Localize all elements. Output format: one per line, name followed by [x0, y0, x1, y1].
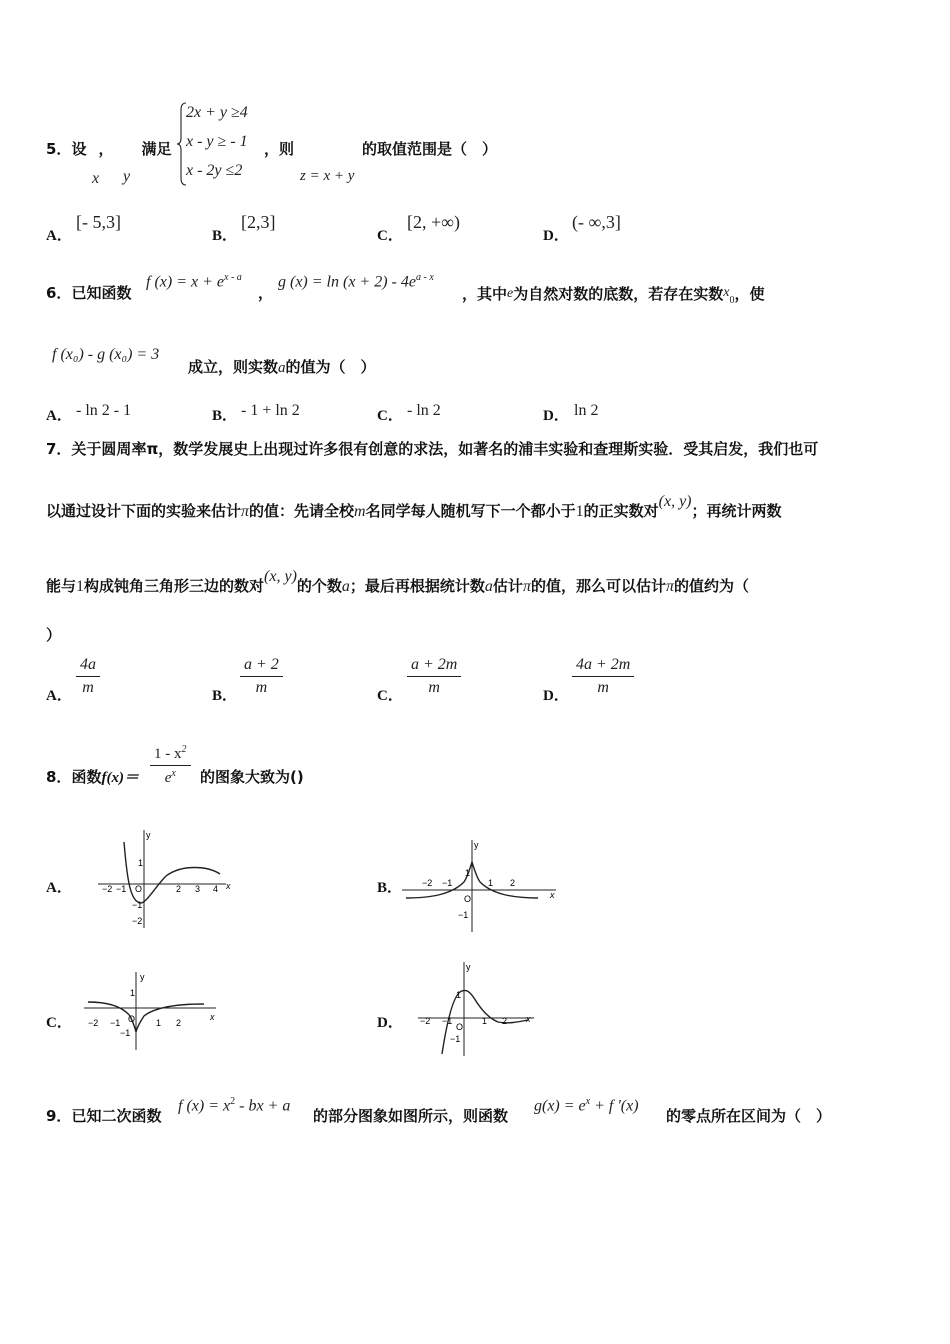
- q8-d-x-label: x: [526, 1014, 531, 1024]
- q7-line-3: 能与1构成钝角三角形三边的数对(x, y)的个数a；最后再根据统计数a估计π的值，那么可以估计π的值约为（: [46, 568, 749, 595]
- q8-f-label: f(x)＝: [101, 770, 139, 786]
- q8-a-ytick-3: −2: [132, 916, 143, 926]
- q7-line-1: 7．关于圆周率π，数学发展史上出现过许多很有创意的求法，如著名的浦丰实验和查理斯实验．受其启发，我们也可: [46, 440, 819, 458]
- q8-option-d-label: D．: [377, 1015, 403, 1031]
- q8-number: 8．: [46, 768, 72, 786]
- q8-d-origin: O: [456, 1022, 464, 1032]
- q8-c-ytick-1: 1: [130, 988, 136, 998]
- q6-text-known: 已知函数: [71, 284, 132, 302]
- q7-option-b-label: B．: [212, 688, 238, 704]
- q5-option-a-label: A．: [46, 228, 72, 244]
- q7-line-2: 以通过设计下面的实验来估计π的值：先请全校m名同学每人随机写下一个都小于1的正实数对(x, y)；再统计两数: [46, 493, 782, 520]
- q8-d-ytick-2: −1: [450, 1034, 461, 1044]
- q9-g-definition: $g(x) = e^x + f$ '(x): [534, 1096, 639, 1115]
- q7-option-d-fraction: $\frac{4a + 2m}{m}$: [572, 656, 634, 697]
- q7-option-c-label: C．: [377, 688, 403, 704]
- q8-graph-c: [84, 970, 224, 1054]
- q7-line-4: ）: [46, 626, 62, 644]
- q5-var-x: x: [92, 170, 100, 187]
- q6-option-b-label: B．: [212, 408, 238, 424]
- q5-text-satisfy: 满足: [141, 140, 172, 158]
- q8-c-xtick-1: −2: [88, 1018, 99, 1028]
- q5-option-b-value: [2,3]: [241, 212, 276, 232]
- q7-option-d-label: D．: [543, 688, 569, 704]
- q8-c-y-label: y: [140, 972, 145, 982]
- q7-option-c-fraction: $\frac{a + 2m}{m}$: [407, 656, 461, 697]
- q5-option-a-value: [- 5,3]: [76, 212, 121, 232]
- q6-number: 6．: [46, 284, 72, 302]
- q5-text-then: ，则: [264, 140, 295, 158]
- q6-option-d-value: ln 2: [574, 402, 599, 419]
- q7-option-a-label: A．: [46, 688, 72, 704]
- q5-option-c-label: C．: [377, 228, 403, 244]
- q8-b-ytick-2: −1: [458, 910, 469, 920]
- q6-option-c-value: - ln 2: [407, 402, 441, 419]
- q8-a-xtick-4: 3: [195, 884, 201, 894]
- q8-c-origin: O: [128, 1014, 136, 1024]
- q8-graph-a: [98, 828, 238, 932]
- q8-d-xtick-3: 1: [482, 1016, 488, 1026]
- q8-c-xtick-2: −1: [110, 1018, 121, 1028]
- q8-c-xtick-3: 1: [156, 1018, 162, 1028]
- q5-var-y: y: [123, 168, 131, 185]
- q8-a-xtick-2: −1: [116, 884, 127, 894]
- q8-d-y-label: y: [466, 962, 471, 972]
- q9-f-definition: f $(x) = x^2$ - bx + a: [178, 1096, 291, 1115]
- q5-inequality-1: 2x + y ≥4: [186, 104, 248, 121]
- q8-b-xtick-3: 1: [488, 878, 494, 888]
- q8-a-origin: O: [135, 884, 143, 894]
- q6-option-d-label: D．: [543, 408, 569, 424]
- q5-text-set: 设: [71, 140, 87, 158]
- q8-option-a-label: A．: [46, 880, 72, 896]
- q8-c-xtick-4: 2: [176, 1018, 182, 1028]
- q8-option-c-label: C．: [46, 1015, 72, 1031]
- q6-option-c-label: C．: [377, 408, 403, 424]
- q8-b-x-label: x: [550, 890, 555, 900]
- q8-b-ytick-1: 1: [465, 868, 471, 878]
- q7-option-b-fraction: $\frac{a + 2}{m}$: [240, 656, 283, 697]
- q8-a-xtick-3: 2: [176, 884, 182, 894]
- q8-b-y-label: y: [474, 840, 479, 850]
- q5-option-c-value: [2, +∞): [407, 212, 460, 232]
- q6-text-where: ，其中: [462, 285, 508, 303]
- q5-z-expression: z = x + y: [300, 168, 355, 184]
- q8-b-xtick-4: 2: [510, 878, 516, 888]
- q8-b-origin: O: [464, 894, 472, 904]
- q5-text-range: 的取值范围是（ ）: [362, 140, 498, 158]
- q9-number: 9．: [46, 1107, 72, 1125]
- q6-condition: f (x₀) - g (x₀) = 3: [52, 346, 160, 363]
- q8-b-xtick-1: −2: [422, 878, 433, 888]
- q6-option-b-value: - 1 + ln 2: [241, 402, 300, 419]
- q8-a-xtick-1: −2: [102, 884, 113, 894]
- q8-a-x-label: x: [226, 881, 231, 891]
- q5-option-b-label: B．: [212, 228, 238, 244]
- q8-b-xtick-2: −1: [442, 878, 453, 888]
- q8-a-ytick-1: 1: [138, 858, 144, 868]
- q6-g-definition: g $(x) = \ln (x + 2) - 4e^{a - x}$: [278, 272, 434, 291]
- q9-text-zero: 的零点所在区间为（ ）: [666, 1107, 832, 1125]
- q8-c-x-label: x: [210, 1012, 215, 1022]
- q8-graph-d: [418, 958, 544, 1058]
- q8-text-graph: 的图象大致为(): [200, 768, 304, 786]
- q6-option-a-value: - ln 2 - 1: [76, 402, 132, 419]
- q8-a-y-label: y: [146, 830, 151, 840]
- q8-a-ytick-2: −1: [132, 900, 143, 910]
- q8-d-xtick-2: −1: [442, 1016, 453, 1026]
- q8-c-ytick-2: −1: [120, 1028, 131, 1038]
- q5-option-d-label: D．: [543, 228, 569, 244]
- q8-d-ytick-1: 1: [456, 990, 462, 1000]
- q8-option-b-label: B．: [377, 880, 403, 896]
- q9-text-part: 的部分图象如图所示，则函数: [313, 1107, 509, 1125]
- q8-d-xtick-1: −2: [420, 1016, 431, 1026]
- q8-fraction: $\frac{1 - x^2}{e^x}$: [150, 744, 191, 787]
- q6-f-definition: f $(x) = x + e^{x - a}$: [146, 272, 242, 291]
- q6-option-a-label: A．: [46, 408, 72, 424]
- q5-option-d-value: (- ∞,3]: [572, 212, 621, 232]
- q6-text-holds: 成立，则实数: [188, 358, 279, 376]
- q8-a-xtick-5: 4: [213, 884, 219, 894]
- q8-graph-b: [402, 836, 562, 936]
- q5-number: 5．: [46, 140, 72, 158]
- q8-d-xtick-4: 2: [502, 1016, 508, 1026]
- q7-option-a-fraction: $\frac{4a}{m}$: [76, 656, 100, 697]
- q5-inequality-2: x - y ≥ - 1: [186, 133, 248, 150]
- q5-inequality-3: x - 2y ≤2: [186, 162, 243, 179]
